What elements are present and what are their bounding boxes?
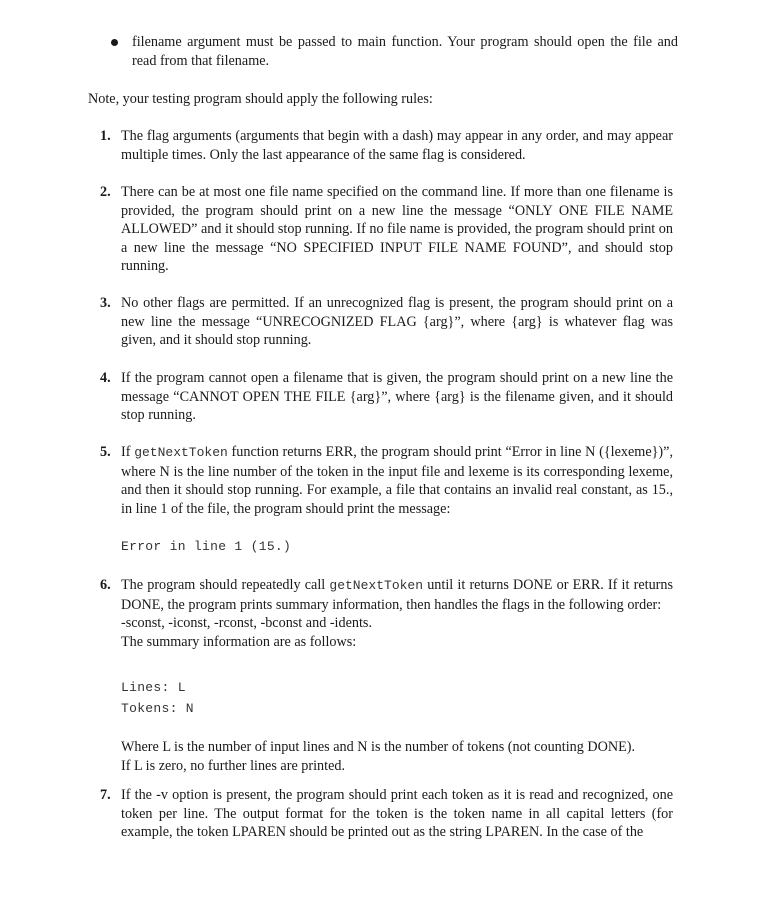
error-example-code: Error in line 1 (15.) <box>121 539 292 554</box>
summary-intro-line: The summary information are as follows: <box>121 633 357 650</box>
rule-number: 5. <box>100 444 111 460</box>
bullet-text: filename argument must be passed to main function. Your program should open the file and read from that filename. <box>132 34 678 69</box>
rule-text-rest: until it returns DONE or ERR. If it returns DONE, the program prints summary information, then handles the flags in the following order: <box>121 577 674 613</box>
rule-text <box>121 443 673 518</box>
rule-text: If the -v option is present, the program should print each token as it is read and recognized, one token per line. The output format for the token is the token name in all capital letters (for example, the token LPAREN should be printed out as the string LPAREN. In the case of the <box>121 787 673 841</box>
summary-output-code <box>121 677 194 719</box>
summary-explanation <box>121 738 673 775</box>
explanation-line-1: Where L is the number of input lines and N is the number of tokens (not counting DONE). <box>121 739 636 755</box>
rule-text: There can be at most one file name specified on the command line. If more than one filename is provided, the program should print on a new line the message “ONLY ONE FILE NAME ALLOWED” and it should stop running. If no file name is provided, the program should print on a new line the message “NO SPECIFIED INPUT FILE NAME FOUND”, and should stop running. <box>121 184 673 275</box>
bullet-dot-icon <box>111 39 118 46</box>
rule-number: 1. <box>100 128 111 144</box>
rule-text: If the program cannot open a filename that is given, the program should print on a new line the message “CANNOT OPEN THE FILE {arg}”, where {arg} is the filename given, and it should stop running. <box>121 370 673 424</box>
output-line-tokens: Tokens: N <box>121 701 194 716</box>
rule-number: 7. <box>100 787 111 803</box>
rule-number: 4. <box>100 370 111 386</box>
output-line-lines: Lines: L <box>121 680 186 695</box>
rule-text: No other flags are permitted. If an unrecognized flag is present, the program should print on a new line the message “UNRECOGNIZED FLAG {arg}”, where {arg} is whatever flag was given, and it should stop running. <box>121 295 673 349</box>
note-paragraph: Note, your testing program should apply the following rules: <box>88 91 433 107</box>
rule-text-start: If <box>121 444 135 460</box>
rule-number: 3. <box>100 295 111 311</box>
flags-order-line: -sconst, -iconst, -rconst, -bconst and -idents. <box>121 615 372 632</box>
function-name-code: getNextToken <box>134 445 228 460</box>
rule-number: 2. <box>100 184 111 200</box>
rule-text-start: The program should repeatedly call <box>121 577 330 593</box>
rule-text: The flag arguments (arguments that begin with a dash) may appear in any order, and may appear multiple times. Only the last appearance of the same flag is considered. <box>121 128 673 163</box>
rule-number: 6. <box>100 577 111 593</box>
rule-text <box>121 576 673 651</box>
explanation-line-2: If L is zero, no further lines are printed. <box>121 757 346 774</box>
function-name-code: getNextToken <box>329 578 424 593</box>
rule-text-rest: function returns ERR, the program should print “Error in line N ({lexeme})”, where N is the line number of the token in the input file and lexeme is its corresponding lexeme, and then it should stop running. For example, a file that contains an invalid real constant, as 15., in line 1 of the file, the program should print the message: <box>121 444 674 517</box>
